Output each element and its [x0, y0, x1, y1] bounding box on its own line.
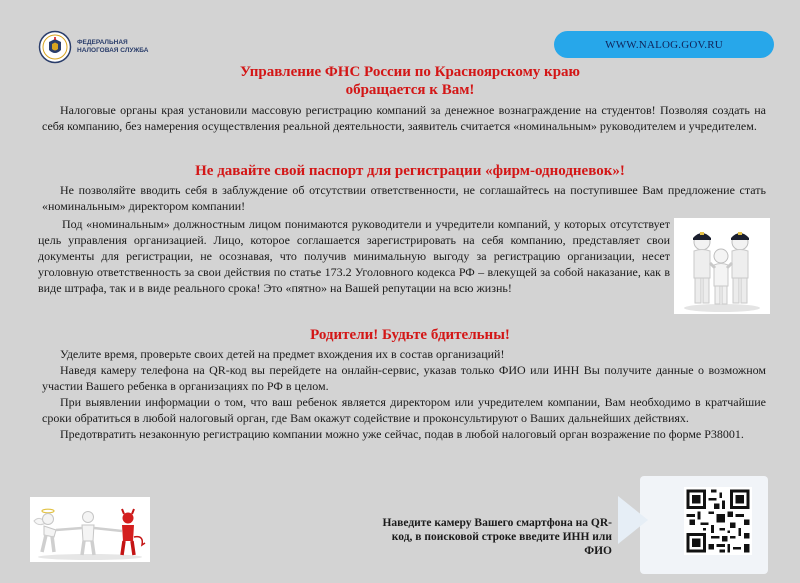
intro-paragraph: Налоговые органы края установили массовую регистрацию компаний за денежное вознаграждение на студентов! Позволяя создать на себя компанию, без намерения осуществления реальной деятельности, заявитель считается «номинальным» руководителем и учредителем. [42, 103, 766, 133]
arrest-illustration-icon [674, 218, 770, 314]
parents-paragraph-2: Наведя камеру телефона на QR-код вы перейдете на онлайн-сервис, указав только ФИО или ИНН Вы получите данные о возможном участии Вашего ребенка в организациях по РФ в целом. [42, 363, 766, 393]
camera-beam [618, 496, 648, 544]
site-url-badge[interactable]: WWW.NALOG.GOV.RU [554, 31, 774, 58]
angel-devil-illustration-icon [30, 497, 150, 562]
title-line-1: Управление ФНС России по Красноярскому краю [239, 64, 581, 80]
logo-line-1: ФЕДЕРАЛЬНАЯ [77, 39, 128, 46]
fns-logo [38, 30, 148, 64]
logo-line-2: НАЛОГОВАЯ СЛУЖБА [77, 47, 149, 54]
passport-paragraph-2: Под «номинальным» должностным лицом понимаются руководители и учредители компаний, у которых отсутствует цель управления организацией. Лицо, которое соглашается зарегистрировать на себя компанию, представляет свои документы для регистрации, не осознавая, что получив минимальную выгоду за регистрацию организации, несет уголовную ответственность за свои действия по статье 173.2 Уголовного кодекса РФ – влекущей за собой наказание, как в виде штрафа, так и в виде реального срока! Это «пятно» на Вашей репутации на всю жизнь! [38, 217, 670, 295]
qr-instruction: Наведите камеру Вашего смартфона на QR-код, в поисковой строке введите ИНН или ФИО [382, 517, 612, 557]
passport-paragraph-1: Не позволяйте вводить себя в заблуждение об отсутствии ответственности, не соглашайтесь на поступившее Вам предложение стать «номинальным» директором компании! [42, 183, 766, 213]
qr-code-icon[interactable] [684, 487, 752, 555]
parents-heading: Родители! Будьте бдительны! [310, 327, 510, 343]
parents-paragraph-1: Уделите время, проверьте своих детей на предмет вхождения их в состав организаций! [60, 347, 505, 361]
fns-emblem-icon [38, 30, 72, 64]
parents-paragraph-4: Предотвратить незаконную регистрацию компании можно уже сейчас, подав в любой налоговый орган возражение по форме Р38001. [60, 427, 744, 441]
passport-heading: Не давайте свой паспорт для регистрации «фирм-однодневок»! [195, 163, 625, 179]
title-line-2: обращается к Вам! [345, 82, 475, 98]
parents-paragraph-3: При выявлении информации о том, что ваш ребенок является директором или учредителем компании, Вам необходимо в кратчайшие сроки обратиться в любой налоговый орган, где Вам окажут содействие и проконсультируют о Ваших дальнейших действиях. [42, 395, 766, 425]
page-title [40, 63, 780, 99]
